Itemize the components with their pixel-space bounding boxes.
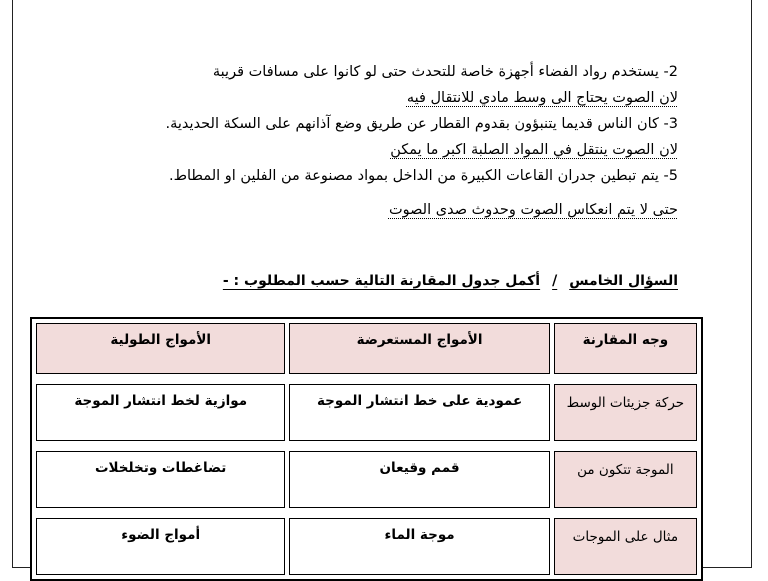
table-cell: أمواج الضوء: [36, 518, 285, 575]
header-longitudinal-waves: الأمواج الطولية: [36, 323, 285, 374]
table-row: [36, 518, 697, 575]
row-label: الموجة تتكون من: [554, 451, 697, 508]
row-label: حركة جزيئات الوسط: [554, 384, 697, 441]
section-separator: /: [552, 273, 558, 289]
answer-3: لان الصوت ينتقل في المواد الصلبة اكبر ما يمكن: [390, 142, 678, 158]
section-title: السؤال الخامس: [569, 273, 678, 289]
header-transverse-waves: الأمواج المستعرضة: [289, 323, 549, 374]
answer-5: حتى لا يتم انعكاس الصوت وحدوث صدى الصوت: [388, 202, 678, 218]
header-comparison-aspect: وجه المقارنة: [554, 323, 697, 374]
table-cell: موجة الماء: [289, 518, 549, 575]
comparison-table: [30, 317, 703, 581]
table-cell: موازية لخط انتشار الموجة: [36, 384, 285, 441]
answer-2: لان الصوت يحتاج الى وسط مادي للانتقال فيه: [406, 90, 678, 106]
table-row: [36, 451, 697, 508]
table-cell: عمودية على خط انتشار الموجة: [289, 384, 549, 441]
table-row: [36, 384, 697, 441]
question-3: 3- كان الناس قديما يتنبؤون بقدوم القطار عن طريق وضع آذانهم على السكة الحديدية.: [165, 116, 678, 132]
table-header-row: [36, 323, 697, 374]
section-heading: [223, 273, 678, 289]
section-instruction: أكمل جدول المقارنة التالية حسب المطلوب : -: [222, 273, 541, 289]
question-5: 5- يتم تبطين جدران القاعات الكبيرة من الداخل بمواد مصنوعة من الفلين او المطاط.: [169, 168, 678, 184]
row-label: مثال على الموجات: [554, 518, 697, 575]
table-cell: قمم وقيعان: [289, 451, 549, 508]
question-2: 2- يستخدم رواد الفضاء أجهزة خاصة للتحدث حتى لو كانوا على مسافات قريبة: [212, 64, 678, 80]
table-cell: تضاغطات وتخلخلات: [36, 451, 285, 508]
